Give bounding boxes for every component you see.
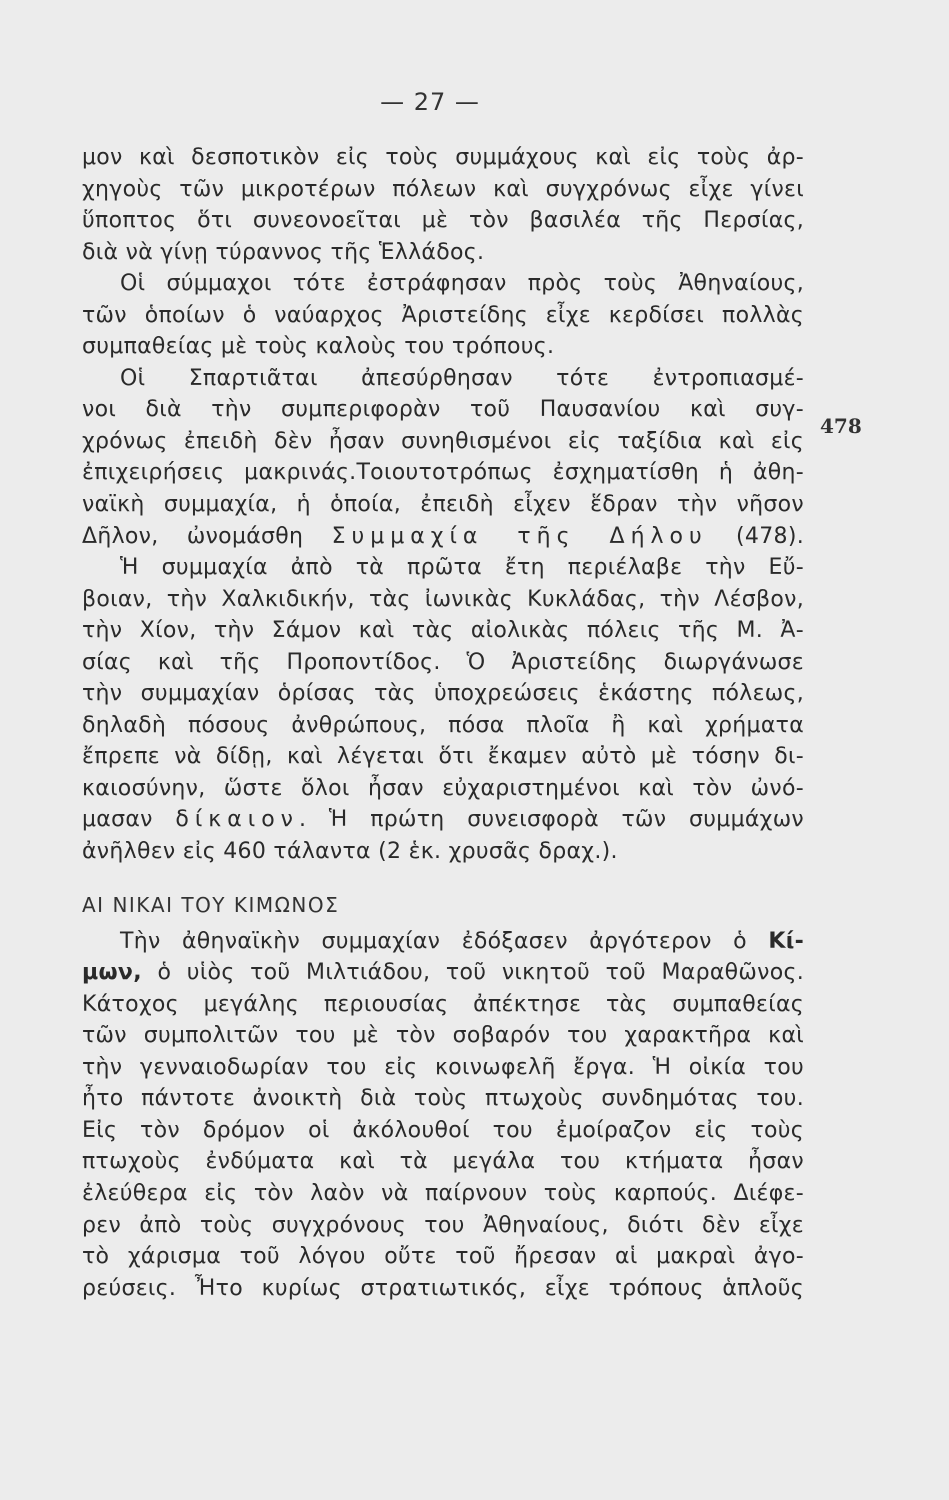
text-line: ἦτο πάντοτε ἀνοικτὴ διὰ τοὺς πτωχοὺς συνδημότας του. — [82, 1086, 804, 1112]
spaced-term-dikaion: δίκαιον — [175, 807, 299, 833]
text-line-with-spaced-term — [82, 804, 804, 836]
text-line: δηλαδὴ πόσους ἀνθρώπους, πόσα πλοῖα ἢ καὶ χρήματα — [82, 712, 804, 738]
text-line: ἔπρεπε νὰ δίδῃ, καὶ λέγεται ὅτι ἔκαμεν αὐτὸ μὲ τόσην δι- — [82, 744, 804, 770]
text-line-with-bold-name — [82, 957, 804, 989]
text-line: ἐλεύθερα εἰς τὸν λαὸν νὰ παίρνουν τοὺς καρπούς. Διέφε- — [82, 1180, 804, 1206]
body-text — [82, 142, 804, 1304]
text-fragment: ὁ υἱὸς τοῦ Μιλτιάδου, τοῦ νικητοῦ τοῦ Μαραθῶνος. — [141, 960, 804, 986]
text-fragment: (478). — [707, 523, 804, 549]
text-line: ἀνῆλθεν εἰς 460 τάλαντα (2 ἑκ. χρυσᾶς δραχ.). — [82, 839, 618, 865]
text-fragment: μασαν — [82, 807, 176, 833]
text-line: πτωχοὺς ἐνδύματα καὶ τὰ μεγάλα του κτήματα ἦσαν — [82, 1149, 804, 1175]
text-line: χρόνως ἐπειδὴ δὲν ἦσαν συνηθισμένοι εἰς ταξίδια καὶ εἰς — [82, 428, 804, 454]
margin-note-date: 478 — [820, 414, 862, 438]
text-line: τῶν ὁποίων ὁ ναύαρχος Ἀριστείδης εἶχε κερδίσει πολλὰς — [82, 302, 804, 328]
text-line: μον καὶ δεσποτικὸν εἰς τοὺς συμμάχους καὶ εἰς τοὺς ἀρ- — [82, 145, 804, 170]
text-line: ρεύσεις. Ἦτο κυρίως στρατιωτικός, εἶχε τρόπους ἁπλοῦς — [82, 1275, 804, 1301]
text-line: Οἱ Σπαρτιᾶται ἀπεσύρθησαν τότε ἐντροπιασμέ- — [120, 365, 804, 391]
text-line: χηγοὺς τῶν μικροτέρων πόλεων καὶ συγχρόνως εἶχε γίνει — [82, 176, 804, 202]
bold-name-kimon-end: μων, — [82, 960, 142, 986]
text-line: συμπαθείας μὲ τοὺς καλοὺς του τρόπους. — [82, 334, 555, 360]
text-line: ρεν ἀπὸ τοὺς συγχρόνους του Ἀθηναίους, διότι δὲν εἶχε — [82, 1212, 804, 1238]
text-line: Κάτοχος μεγάλης περιουσίας ἀπέκτησε τὰς συμπαθείας — [82, 991, 804, 1017]
text-line-with-bold-name — [82, 926, 804, 958]
text-line-with-spaced-term — [82, 521, 804, 553]
text-line: διὰ νὰ γίνῃ τύραννος τῆς Ἑλλάδος. — [82, 239, 485, 265]
text-line: ναϊκὴ συμμαχία, ἡ ὁποία, ἐπειδὴ εἶχεν ἕδραν τὴν νῆσον — [82, 492, 804, 518]
text-fragment: Τὴν ἀθηναϊκὴν συμμαχίαν ἐδόξασεν ἀργότερον ὁ — [120, 928, 769, 954]
text-line: βοιαν, τὴν Χαλκιδικήν, τὰς ἰωνικὰς Κυκλάδας, τὴν Λέσβον, — [82, 586, 804, 612]
text-line: ἐπιχειρήσεις μακρινάς.Τοιουτοτρόπως ἐσχηματίσθη ἡ ἀθη- — [82, 460, 804, 486]
text-line: τὴν γενναιοδωρίαν του εἰς κοινωφελῆ ἔργα. Ἡ οἰκία του — [82, 1054, 804, 1080]
text-line: σίας καὶ τῆς Προποντίδος. Ὁ Ἀριστείδης διωργάνωσε — [82, 649, 804, 675]
section-heading: ΑΙ ΝΙΚΑΙ ΤΟΥ ΚΙΜΩΝΟΣ — [82, 892, 340, 917]
text-fragment: . Ἡ πρώτη συνεισφορὰ τῶν συμμάχων — [298, 807, 804, 833]
text-line: Ἡ συμμαχία ἀπὸ τὰ πρῶτα ἔτη περιέλαβε τὴν Εὔ- — [120, 555, 804, 581]
text-line: Εἰς τὸν δρόμον οἱ ἀκόλουθοί του ἐμοίραζον εἰς τοὺς — [82, 1117, 804, 1143]
text-line: τῶν συμπολιτῶν του μὲ τὸν σοβαρόν του χαρακτῆρα καὶ — [82, 1023, 804, 1049]
text-line: τὴν συμμαχίαν ὁρίσας τὰς ὑποχρεώσεις ἑκάστης πόλεως, — [82, 681, 804, 707]
text-fragment: Δῆλον, ὠνομάσθη — [82, 523, 332, 549]
page-number: — 27 — — [380, 88, 480, 116]
text-line: καιοσύνην, ὥστε ὅλοι ἦσαν εὐχαριστημένοι καὶ τὸν ὠνό- — [82, 775, 804, 801]
text-line: Οἱ σύμμαχοι τότε ἐστράφησαν πρὸς τοὺς Ἀθηναίους, — [120, 271, 804, 297]
bold-name-kimon: Κί- — [768, 928, 804, 954]
spaced-term-league-of-delos: Συμμαχία τῆς Δήλου — [331, 523, 708, 549]
text-line: τὴν Χίον, τὴν Σάμον καὶ τὰς αἰολικὰς πόλεις τῆς Μ. Ἀ- — [82, 618, 804, 644]
text-line: τὸ χάρισμα τοῦ λόγου οὔτε τοῦ ἤρεσαν αἱ μακραὶ ἀγο- — [82, 1244, 804, 1270]
text-line: ὕποπτος ὅτι συνεονοεῖται μὲ τὸν βασιλέα τῆς Περσίας, — [82, 208, 804, 234]
text-line: νοι διὰ τὴν συμπεριφορὰν τοῦ Παυσανίου καὶ συγ- — [82, 397, 804, 423]
